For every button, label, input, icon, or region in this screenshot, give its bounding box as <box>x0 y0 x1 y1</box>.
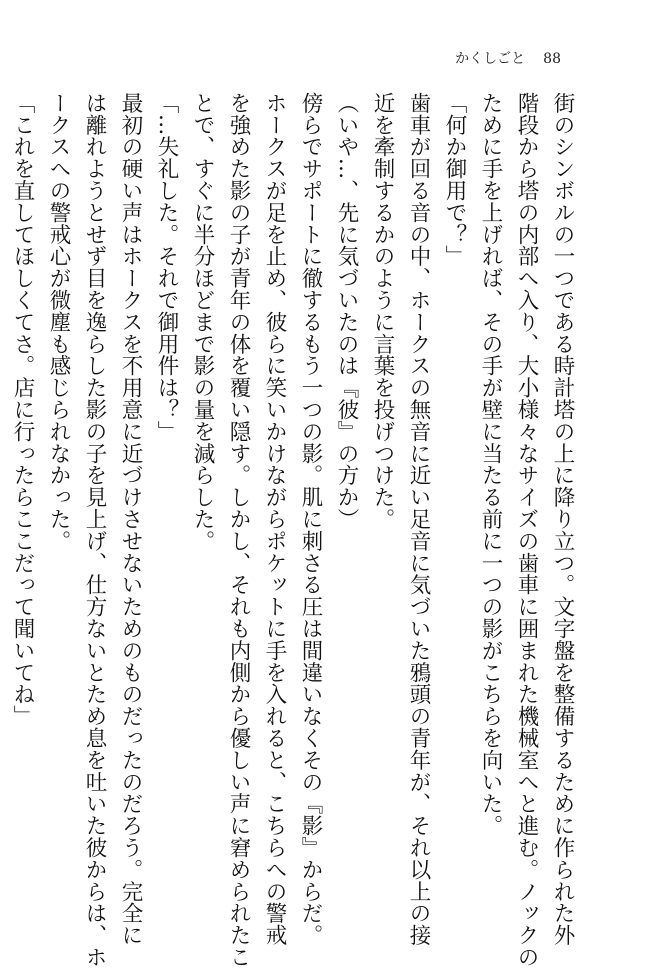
text-line: 最初の硬い声はホークスを不用意に近づけさせないためのものだったのだろう。完全に <box>118 92 143 947</box>
text-line <box>0 92 4 837</box>
text-line: 「…失礼した。それで御用件は？」 <box>154 92 179 443</box>
text-line: （いや…、先に気づいたのは『彼』の方か） <box>334 92 359 530</box>
text-line: ホークスが足を止め、彼らに笑いかけながらポケットに手を入れると、こちらへの警戒 <box>262 92 287 947</box>
text-line: 街のシンボルの一つである時計塔の上に降り立つ。文字盤を整備するために作られた外 <box>550 92 575 947</box>
text-line: 「何か御用で？」 <box>442 92 467 268</box>
text-line: は離れようとせず目を逸らした影の子を見上げ、仕方ないとため息を吐いた彼からは、ホ <box>82 92 107 968</box>
body-text <box>0 92 580 968</box>
running-head <box>455 48 561 68</box>
text-line: 傍らでサポートに徹するもう一つの影。肌に刺さる圧は間違いなくその『影』からだ。 <box>298 92 323 947</box>
text-line: を強めた影の子が青年の体を覆い隠す。しかし、それも内側から優しい声に窘められたこ <box>226 92 251 968</box>
text-line: 歯車が回る音の中、ホークスの無音に近い足音に気づいた鴉頭の青年が、それ以上の接 <box>406 92 431 947</box>
text-line: ークスへの警戒心が微塵も感じられなかった。 <box>46 92 71 552</box>
text-line: ために手を上げれば、その手が壁に当たる前に一つの影がこちらを向いた。 <box>478 92 503 837</box>
text-line: 階段から塔の内部へ入り、大小様々なサイズの歯車に囲まれた機械室へと進む。ノックの <box>514 92 539 968</box>
chapter-title: かくしごと <box>455 51 526 67</box>
text-line: とで、すぐに半分ほどまで影の量を減らした。 <box>190 92 215 552</box>
text-line: 「これを直してほしくてさ。店に行ったらここだって聞いてね」 <box>10 92 35 728</box>
page-number: 88 <box>543 51 561 67</box>
text-line: 近を牽制するかのように言葉を投げつけた。 <box>370 92 395 530</box>
